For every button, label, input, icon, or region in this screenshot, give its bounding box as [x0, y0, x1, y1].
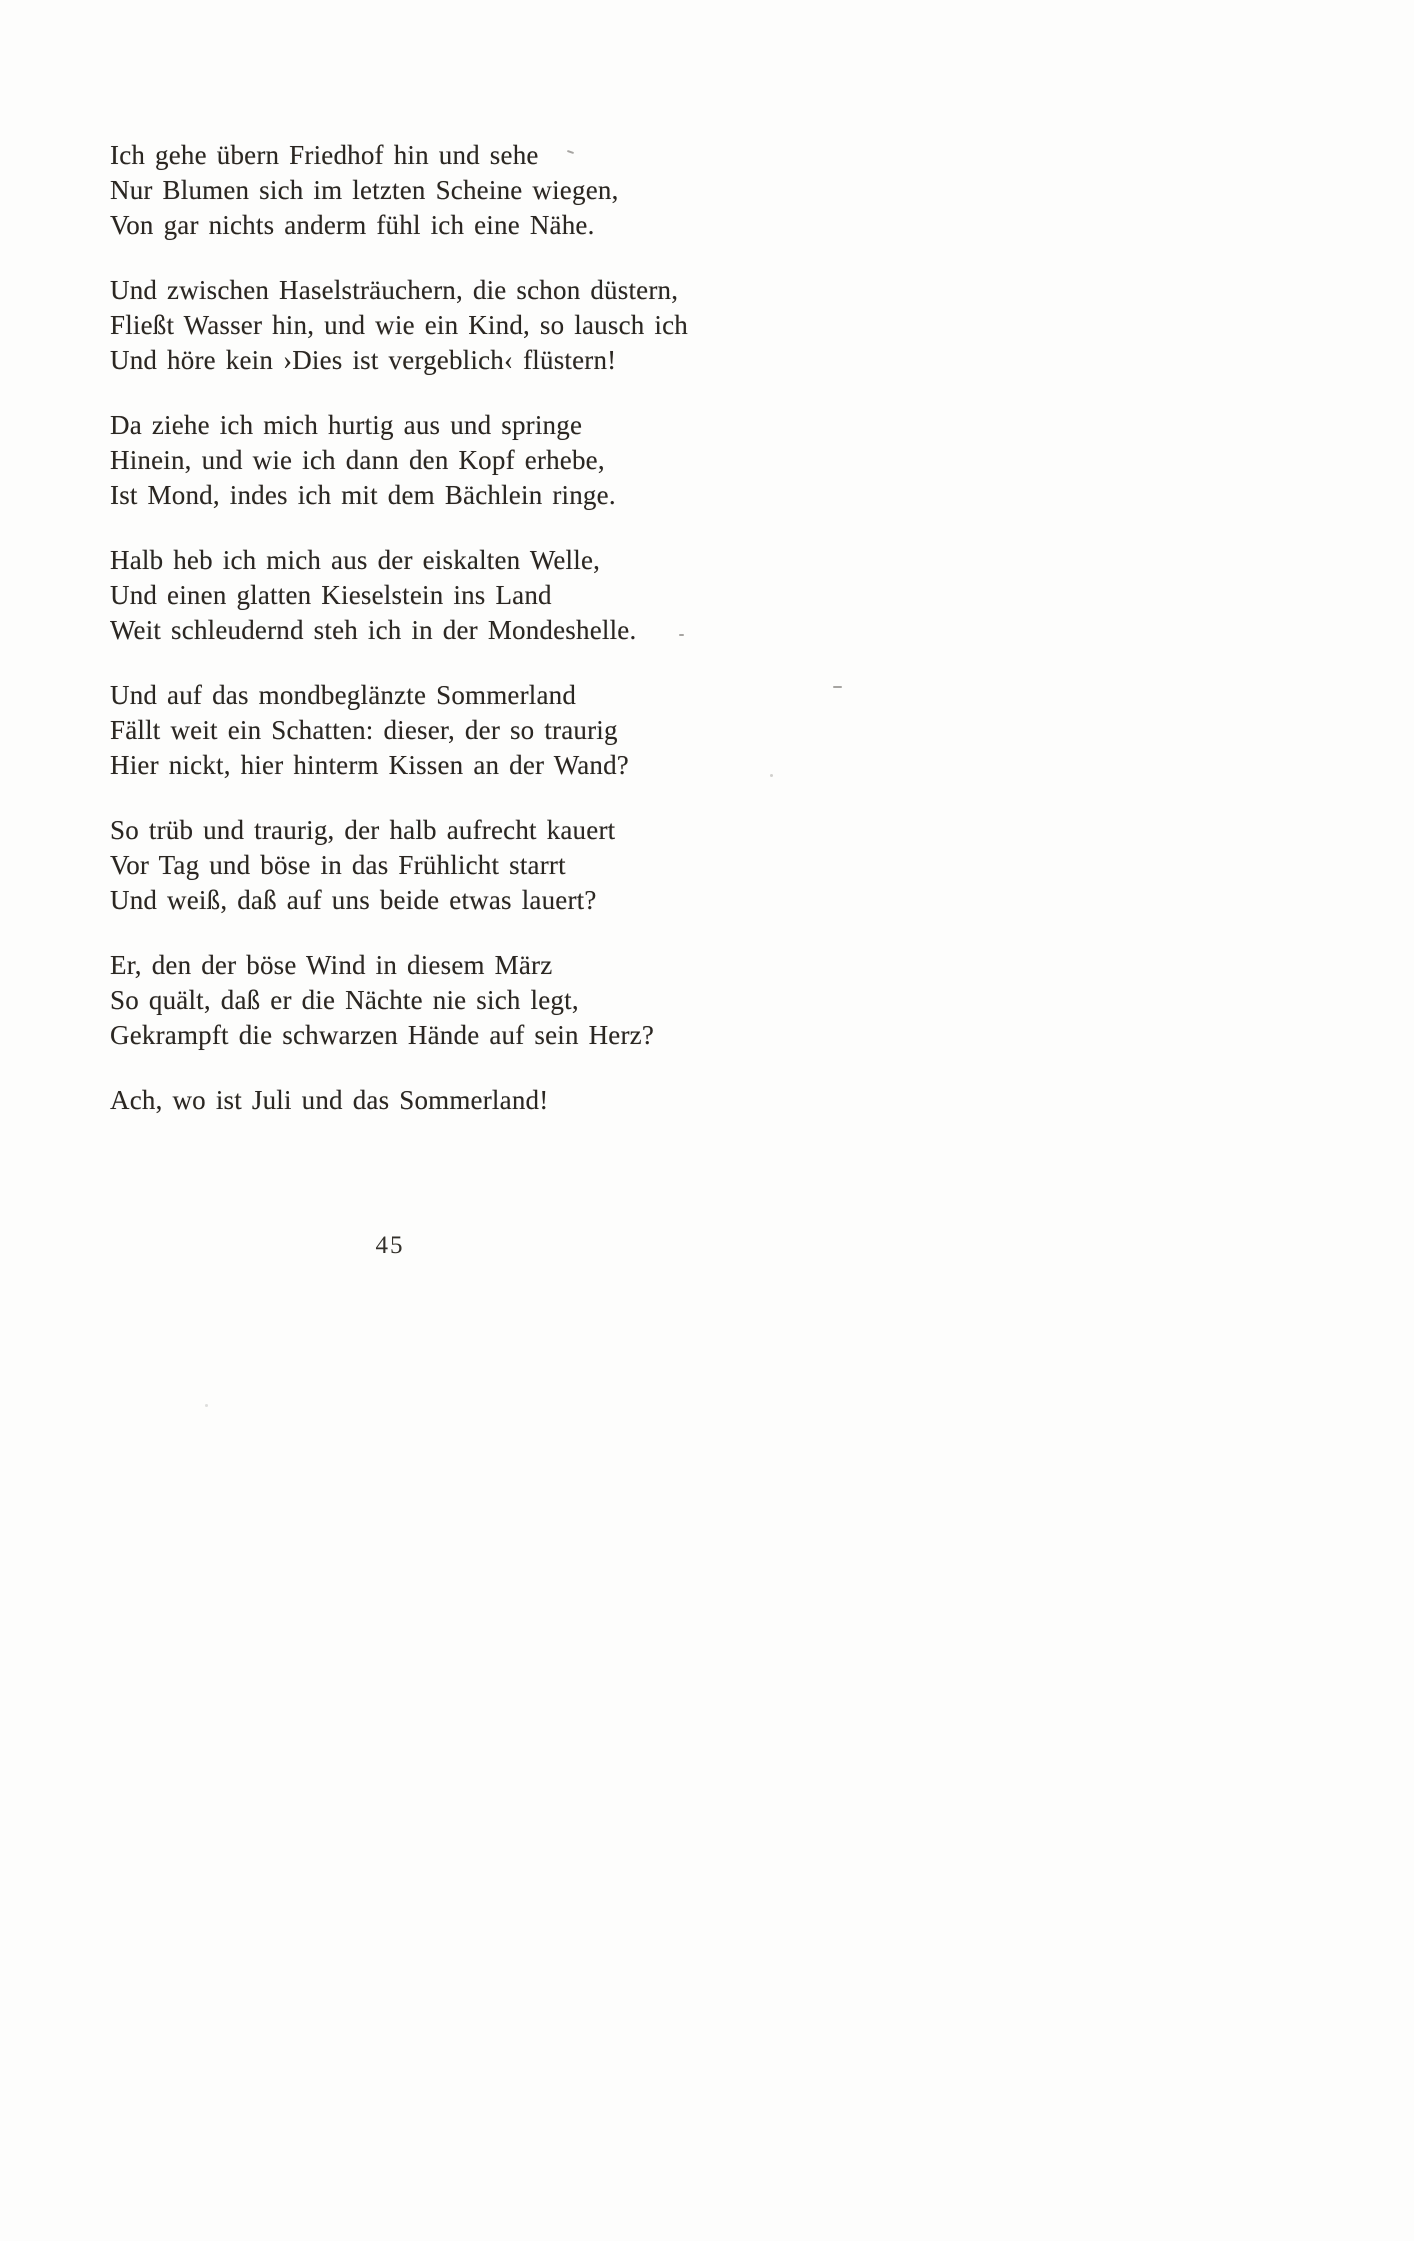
- page-number: 45: [375, 1232, 405, 1259]
- poem-line: Fließt Wasser hin, und wie ein Kind, so lausch ich: [110, 310, 689, 340]
- poem-line: Und zwischen Haselsträuchern, die schon düstern,: [110, 275, 679, 305]
- poem-line: Gekrampft die schwarzen Hände auf sein Herz?: [110, 1020, 655, 1050]
- poem-line: Ist Mond, indes ich mit dem Bächlein ringe.: [110, 480, 616, 510]
- poem-line: Fällt weit ein Schatten: dieser, der so traurig: [110, 715, 618, 745]
- scan-speck: [833, 686, 842, 688]
- poem-line: Er, den der böse Wind in diesem März: [110, 950, 553, 980]
- poem-line: Und einen glatten Kieselstein ins Land: [110, 580, 552, 610]
- poem-line: Und höre kein ›Dies ist vergeblich‹ flüstern!: [110, 345, 617, 375]
- poem-line: Und auf das mondbeglänzte Sommerland: [110, 680, 577, 710]
- poem-line: Und weiß, daß auf uns beide etwas lauert?: [110, 885, 597, 915]
- scan-speck: [770, 774, 773, 777]
- poem-stanza: [110, 543, 730, 648]
- poem-stanza: [110, 678, 730, 783]
- poem-line: Nur Blumen sich im letzten Scheine wiegen,: [110, 175, 619, 205]
- poem-line: Da ziehe ich mich hurtig aus und springe: [110, 410, 583, 440]
- poem-line: Vor Tag und böse in das Frühlicht starrt: [110, 850, 566, 880]
- poem-line: Halb heb ich mich aus der eiskalten Welle,: [110, 545, 601, 575]
- poem-line: Hier nickt, hier hinterm Kissen an der Wand?: [110, 750, 629, 780]
- poem-stanza: [110, 813, 730, 918]
- poem-stanza: [110, 138, 730, 243]
- poem-line: So trüb und traurig, der halb aufrecht kauert: [110, 815, 616, 845]
- poem-stanza-closing: [110, 1083, 730, 1118]
- poem-line: Weit schleudernd steh ich in der Mondeshelle.: [110, 615, 637, 645]
- poem-stanza: [110, 948, 730, 1053]
- poem-stanza: [110, 273, 730, 378]
- poem-line: Hinein, und wie ich dann den Kopf erhebe,: [110, 445, 605, 475]
- poem-body: [110, 138, 730, 1148]
- poem-line: Von gar nichts anderm fühl ich eine Nähe.: [110, 210, 595, 240]
- poem-line: Ich gehe übern Friedhof hin und sehe: [110, 140, 539, 170]
- poem-line: Ach, wo ist Juli und das Sommerland!: [110, 1085, 549, 1115]
- poem-stanza: [110, 408, 730, 513]
- scan-speck: [205, 1404, 208, 1407]
- poem-line: So quält, daß er die Nächte nie sich legt,: [110, 985, 579, 1015]
- scan-speck: [679, 634, 684, 636]
